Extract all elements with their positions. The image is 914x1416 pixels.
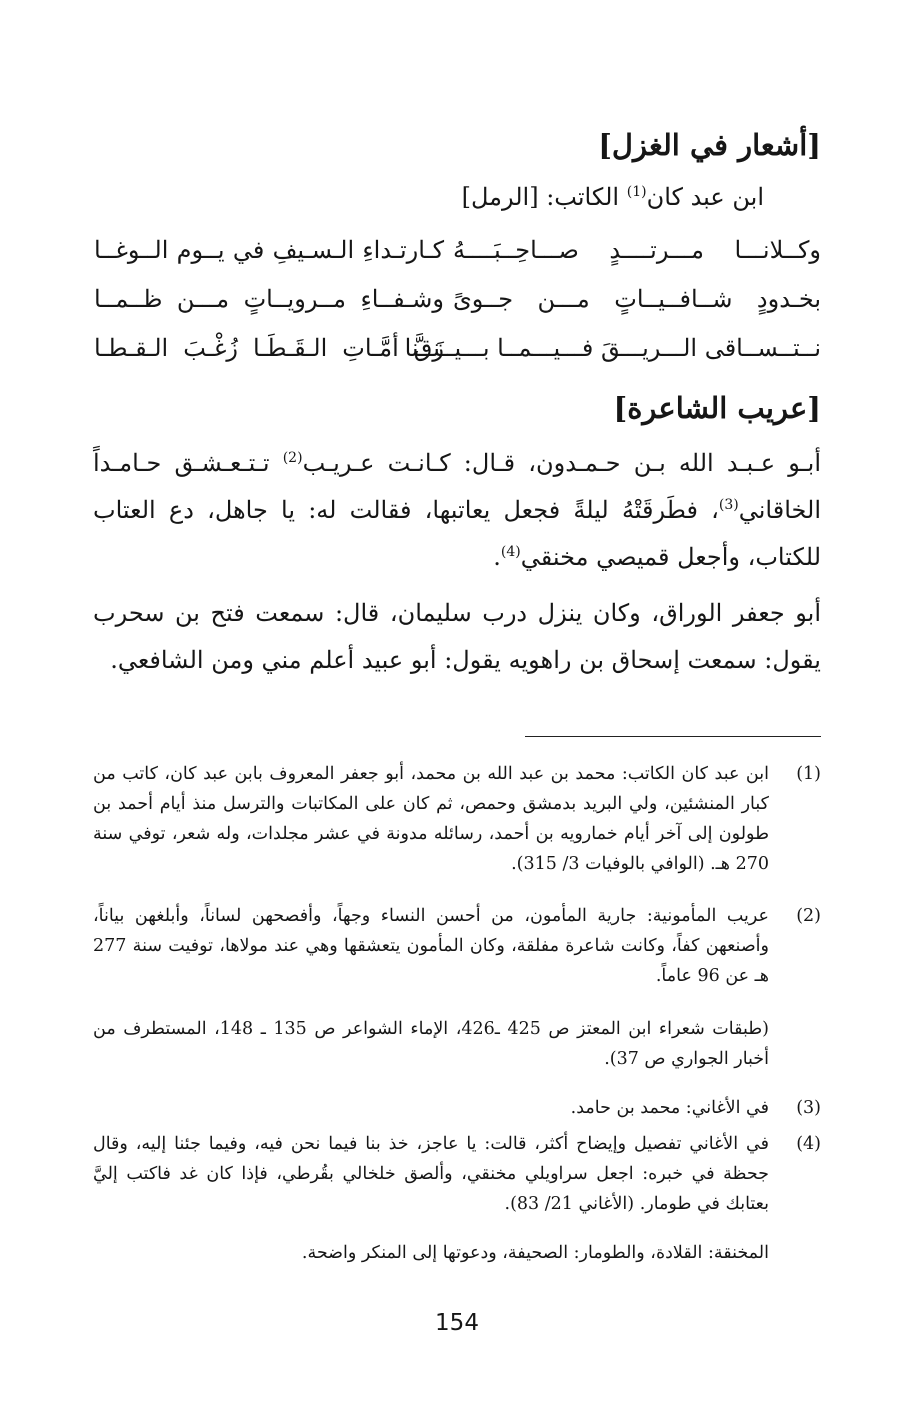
paragraph-text: أبـو عـبـد الله بـن حـمـدون، قـال: كـانـت عـريـب	[302, 449, 822, 477]
paragraph-arib-story	[93, 440, 821, 581]
poet-title: الكاتب:	[546, 183, 627, 211]
paragraph-text: .	[493, 543, 501, 571]
page-number: 154	[435, 1310, 479, 1336]
verse-1-first-hemistich: وكــلانـــا مـــرتــــدٍ صـــاحِــبَــــهُ	[453, 236, 821, 264]
footnote-3	[93, 1093, 821, 1123]
footnote-number: (1)	[796, 764, 821, 784]
poem-attribution	[462, 183, 764, 211]
footnote-text: في الأغاني: محمد بن حامد.	[570, 1098, 769, 1118]
footnote-separator	[525, 736, 821, 737]
footnote-ref-2: (2)	[282, 450, 303, 466]
verse-3-first-hemistich: نــتــســاقى الـــريـــقَ فـــيـــمــا بـــيــنــنا	[404, 334, 821, 362]
footnote-ref-1: (1)	[626, 184, 647, 200]
verse-3-second-hemistich: زَقَّ أمَّـاتِ الـقَـطَـا زُغْـبَ الـقـطـا	[94, 334, 444, 362]
footnote-4-gloss	[93, 1238, 821, 1268]
footnote-text: عريب المأمونية: جارية المأمون، من أحسن النساء وجهاً، وأفصحهن لساناً، وأبلغهن بياناً، وأصنعهن كفاً، وكانت شاعرة مفلقة، وكان المأمون يتعشقها وهي عند مولاها، توفيت سنة 277 هـ عن 96 عاماً.	[93, 906, 769, 986]
footnote-text: (طبقات شعراء ابن المعتز ص 425 ـ426، الإماء الشواعر ص 135 ـ 148، المستطرف من أخبار الجواري ص 37).	[93, 1019, 769, 1069]
section-heading-ghazal: [أشعار في الغزل]	[598, 128, 821, 162]
verse-2-second-hemistich: وشـفــاءِ مــرويــاتٍ مـــن ظــمــا	[94, 285, 444, 313]
section-heading-arib: [عريب الشاعرة]	[613, 391, 821, 425]
footnote-text: في الأغاني تفصيل وإيضاح أكثر، قالت: يا عاجز، خذ بنا فيما نحن فيه، وفيما جئنا إليه، وقال جحظة في خبره: اجعل سراويلي مخنقي، وألصق خلخالي بقُرطي، فإذا كان غد فاكتب إليَّ بعتابك في طومار. (الأغاني 21/ 83).	[93, 1134, 769, 1214]
footnote-2-sources	[93, 1014, 821, 1074]
verse-1-second-hemistich: كـارتـداءِ الـسـيفِ في يــوم الــوغــا	[94, 236, 444, 264]
verse-2-first-hemistich: بخـدودٍ شــافــيــاتٍ مـــن جــوىً	[453, 285, 821, 313]
footnote-text: ابن عبد كان الكاتب: محمد بن عبد الله بن محمد، أبو جعفر المعروف بابن عبد كان، كاتب من كبار المنشئين، ولي البريد بدمشق وحمص، ثم كان على المكاتبات والترسل منذ أيام أحمد بن طولون إلى آخر أيام خمارويه بن أحمد، رسائله مدونة في عشر مجلدات، وله شعر، توفي سنة 270 هـ. (الوافي بالوفيات 3/ 315).	[93, 764, 769, 874]
footnote-ref-4: (4)	[500, 544, 521, 560]
paragraph-text: تـتـعـشـق حـامـداً الخاقاني	[93, 449, 821, 524]
paragraph-text: ، فطَرقَتْهُ ليلةً فجعل يعاتبها، فقالت له: يا جاهل، دع العتاب للكتاب، وأجعل قميصي مخنقي	[93, 496, 821, 571]
poet-name: ابن عبد كان	[646, 183, 764, 211]
footnote-4	[93, 1129, 821, 1219]
footnote-number: (4)	[796, 1134, 821, 1154]
footnote-ref-3: (3)	[718, 497, 739, 513]
poem-meter: [الرمل]	[461, 183, 539, 211]
footnote-number: (2)	[796, 906, 821, 926]
footnote-1	[93, 759, 821, 879]
footnote-text: المخنقة: القلادة، والطومار: الصحيفة، ودعوتها إلى المنكر واضحة.	[301, 1243, 769, 1263]
footnote-2	[93, 901, 821, 991]
paragraph-warraq-report: أبو جعفر الوراق، وكان ينزل درب سليمان، قال: سمعت فتح بن سحرب يقول: سمعت إسحاق بن راهويه يقول: أبو عبيد أعلم مني ومن الشافعي.	[93, 599, 821, 674]
footnote-number: (3)	[796, 1098, 821, 1118]
